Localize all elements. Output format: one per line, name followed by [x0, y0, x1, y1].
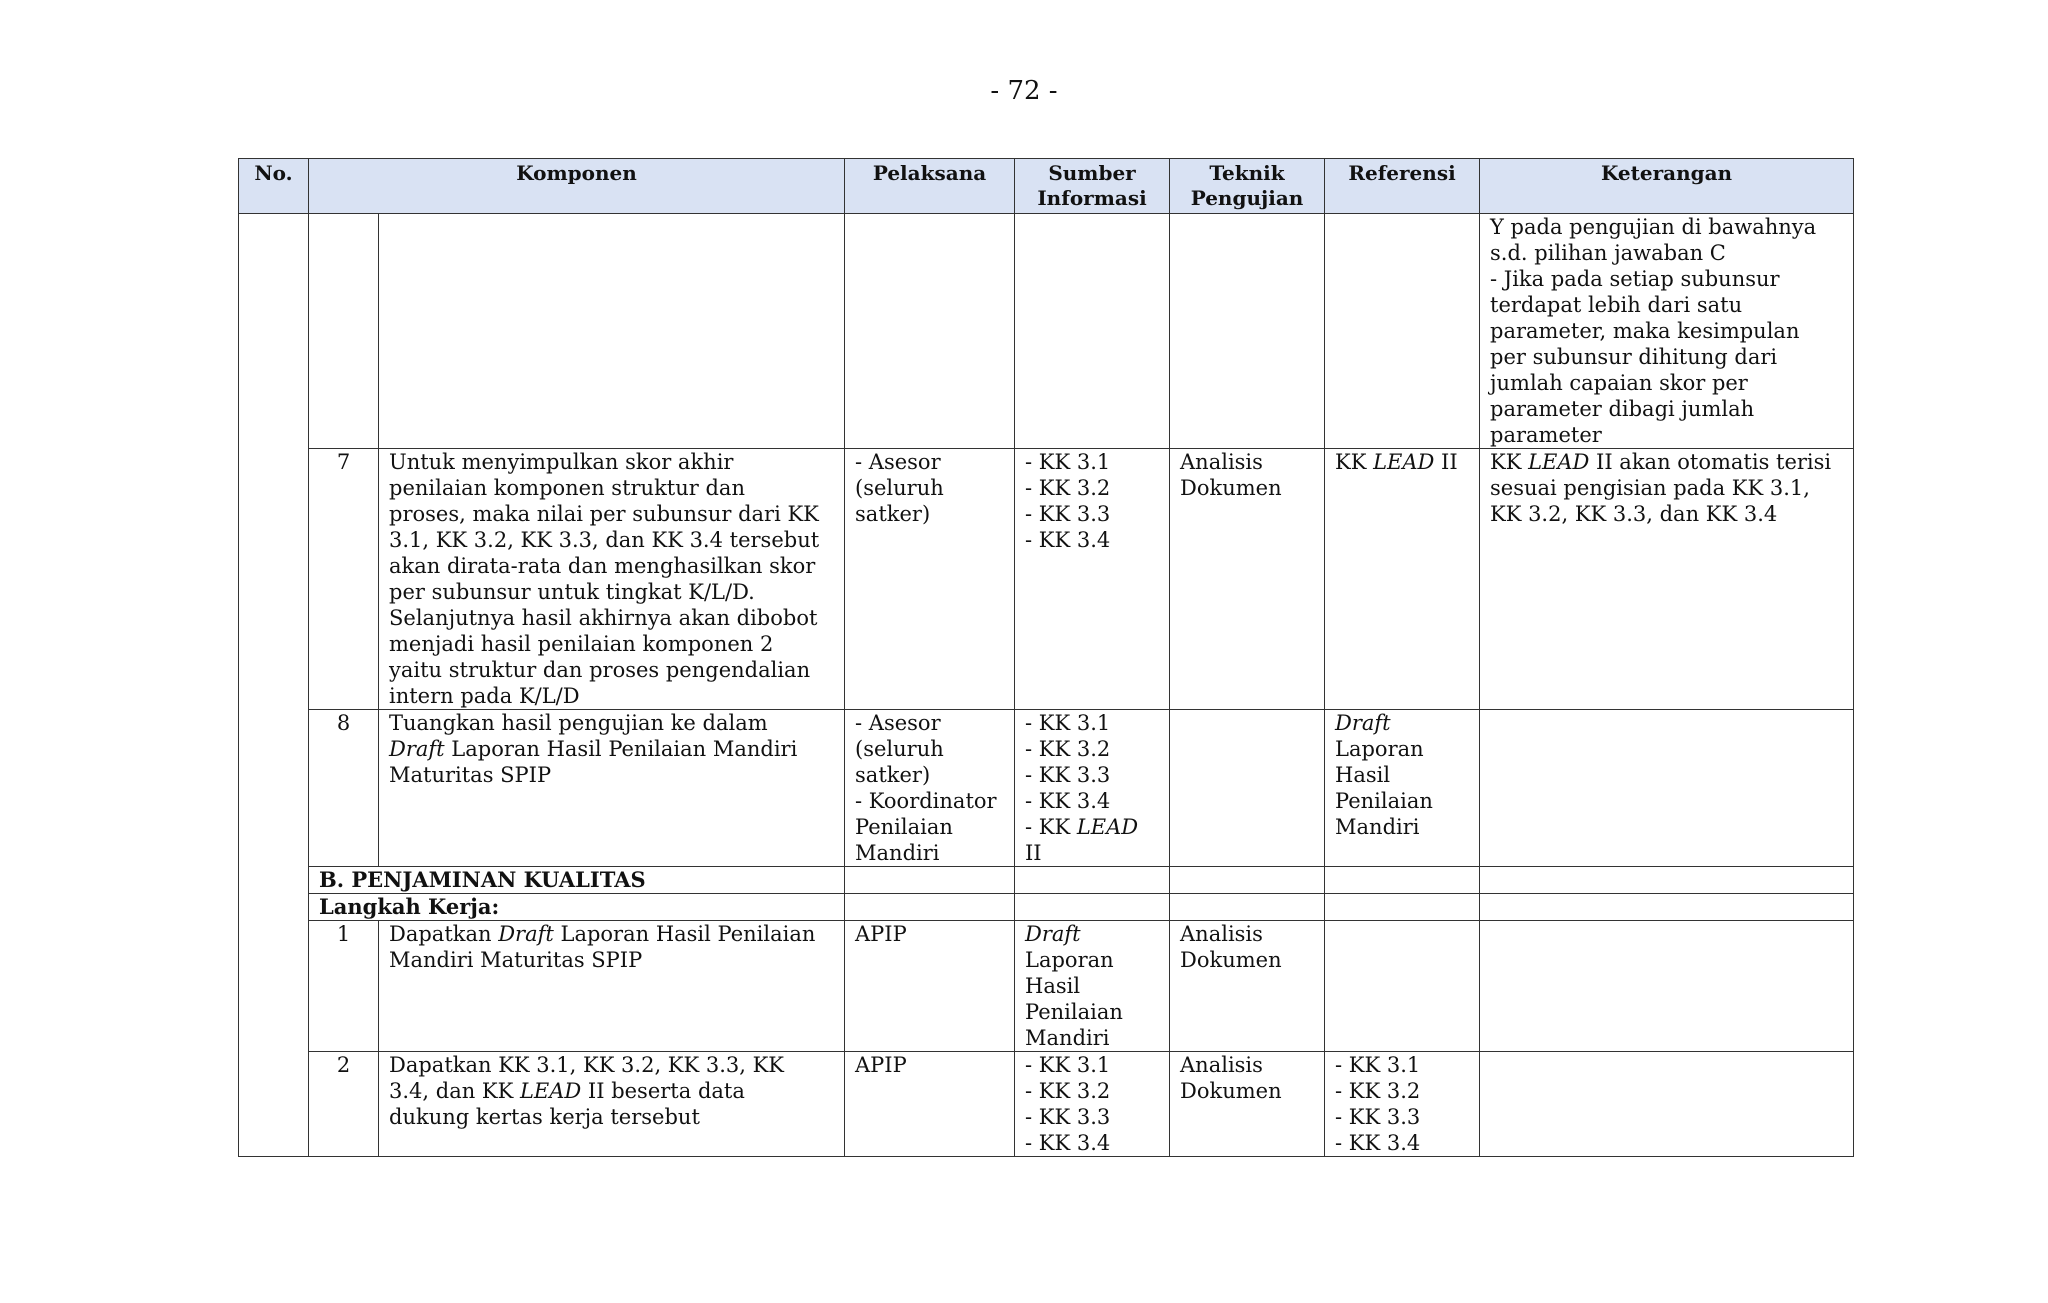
referensi-text: KK [1335, 450, 1374, 474]
komponen-text: Tuangkan hasil pengujian ke dalam [389, 711, 768, 735]
langkah-kerja-label: Langkah Kerja: [309, 894, 845, 921]
header-referensi: Referensi [1325, 159, 1480, 214]
komponen-text: Dapatkan KK 3.1, KK 3.2, KK 3.3, KK 3.4, dan KK [389, 1053, 784, 1103]
empty-cell [1015, 867, 1170, 894]
sumber-cell [1015, 214, 1170, 449]
empty-cell [1170, 894, 1325, 921]
teknik-cell: Analisis Dokumen [1170, 449, 1325, 710]
sumber-italic-text: Draft [1025, 922, 1081, 946]
referensi-italic-text: LEAD [1373, 450, 1435, 474]
teknik-cell [1170, 214, 1325, 449]
komponen-cell: Untuk menyimpulkan skor akhir penilaian komponen struktur dan proses, maka nilai per subunsur dari KK 3.1, KK 3.2, KK 3.3, dan KK 3.4 tersebut akan dirata-rata dan menghasilkan skor per subunsur untuk tingkat K/L/D. Selanjutnya hasil akhirnya akan dibobot menjadi hasil penilaian komponen 2 yaitu struktur dan proses pengendalian intern pada K/L/D [379, 449, 845, 710]
step-number-cell: 7 [309, 449, 379, 710]
empty-cell [845, 894, 1015, 921]
sumber-text: - KK 3.1 - KK 3.2 - KK 3.3 - KK 3.4 - KK [1025, 711, 1111, 839]
header-keterangan: Keterangan [1480, 159, 1854, 214]
table-row [239, 214, 1854, 449]
table-row [239, 1052, 1854, 1157]
sumber-cell: - KK 3.1 - KK 3.2 - KK 3.3 - KK 3.4 [1015, 1052, 1170, 1157]
komponen-italic-text: Draft [389, 737, 445, 761]
empty-cell [1015, 894, 1170, 921]
sumber-cell [1015, 710, 1170, 867]
referensi-italic-text: Draft [1335, 711, 1391, 735]
keterangan-cell: Y pada pengujian di bawahnya s.d. pilihan jawaban C - Jika pada setiap subunsur terdapat lebih dari satu parameter, maka kesimpulan per subunsur dihitung dari jumlah capaian skor per parameter dibagi jumlah parameter [1480, 214, 1854, 449]
pelaksana-cell: - Asesor (seluruh satker) - Koordinator Penilaian Mandiri [845, 710, 1015, 867]
sumber-italic-text: LEAD [1076, 815, 1139, 839]
step-number-cell: 2 [309, 1052, 379, 1157]
referensi-cell: - KK 3.1 - KK 3.2 - KK 3.3 - KK 3.4 [1325, 1052, 1480, 1157]
table-row [239, 921, 1854, 1052]
assessment-table [238, 158, 1854, 1157]
pelaksana-cell: APIP [845, 1052, 1015, 1157]
komponen-text: Laporan Hasil Penilaian Mandiri Maturitas SPIP [389, 922, 816, 972]
komponen-cell [379, 921, 845, 1052]
komponen-cell [379, 710, 845, 867]
header-komponen: Komponen [309, 159, 845, 214]
referensi-cell [1325, 214, 1480, 449]
empty-cell [1480, 867, 1854, 894]
teknik-cell [1170, 710, 1325, 867]
teknik-cell: Analisis Dokumen [1170, 1052, 1325, 1157]
empty-cell [1325, 894, 1480, 921]
keterangan-cell [1480, 1052, 1854, 1157]
sumber-cell: - KK 3.1 - KK 3.2 - KK 3.3 - KK 3.4 [1015, 449, 1170, 710]
referensi-cell [1325, 449, 1480, 710]
header-pelaksana: Pelaksana [845, 159, 1015, 214]
empty-cell [845, 867, 1015, 894]
keterangan-cell [1480, 449, 1854, 710]
komponen-text: II beserta data dukung kertas kerja tersebut [389, 1079, 745, 1129]
header-no: No. [239, 159, 309, 214]
sumber-cell [1015, 921, 1170, 1052]
empty-cell [1325, 867, 1480, 894]
referensi-text: II [1434, 450, 1458, 474]
subsection-row [239, 894, 1854, 921]
keterangan-text: II akan otomatis terisi sesuai pengisian pada KK 3.1, KK 3.2, KK 3.3, dan KK 3.4 [1490, 450, 1832, 526]
teknik-cell: Analisis Dokumen [1170, 921, 1325, 1052]
step-number-cell: 8 [309, 710, 379, 867]
table-header-row [239, 159, 1854, 214]
section-title: B. PENJAMINAN KUALITAS [309, 867, 845, 894]
keterangan-italic-text: LEAD [1528, 450, 1590, 474]
table-row [239, 710, 1854, 867]
empty-cell [1170, 867, 1325, 894]
keterangan-cell [1480, 921, 1854, 1052]
page-number: - 72 - [990, 76, 1058, 106]
sumber-text: II [1025, 841, 1042, 865]
pelaksana-cell [845, 214, 1015, 449]
pelaksana-cell: APIP [845, 921, 1015, 1052]
komponen-text: Dapatkan [389, 922, 499, 946]
referensi-cell [1325, 921, 1480, 1052]
empty-cell [1480, 894, 1854, 921]
komponen-italic-text: Draft [498, 922, 554, 946]
pelaksana-cell: - Asesor (seluruh satker) [845, 449, 1015, 710]
komponen-italic-text: LEAD [519, 1079, 582, 1103]
step-number-cell [309, 214, 379, 449]
sumber-text: Laporan Hasil Penilaian Mandiri [1025, 948, 1123, 1050]
keterangan-text: KK [1490, 450, 1529, 474]
table-row [239, 449, 1854, 710]
section-row [239, 867, 1854, 894]
no-column-cell [239, 214, 309, 1157]
referensi-cell [1325, 710, 1480, 867]
komponen-text: Laporan Hasil Penilaian Mandiri Maturitas SPIP [389, 737, 798, 787]
header-teknik-pengujian: Teknik Pengujian [1170, 159, 1325, 214]
komponen-cell [379, 1052, 845, 1157]
komponen-cell [379, 214, 845, 449]
step-number-cell: 1 [309, 921, 379, 1052]
keterangan-cell [1480, 710, 1854, 867]
header-sumber-informasi: Sumber Informasi [1015, 159, 1170, 214]
referensi-text: Laporan Hasil Penilaian Mandiri [1335, 737, 1433, 839]
